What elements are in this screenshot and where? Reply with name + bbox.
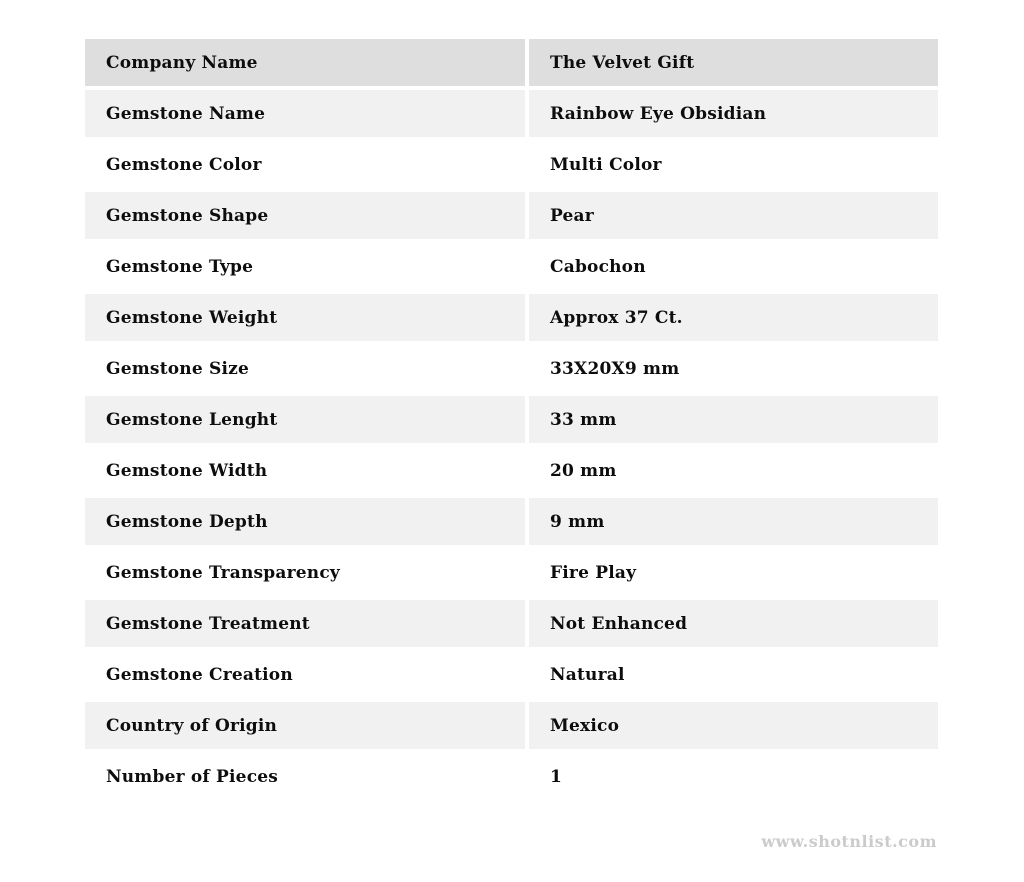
spec-row — [85, 549, 938, 596]
spec-label-cell: Gemstone Name — [85, 90, 525, 137]
spec-label-cell: Gemstone Treatment — [85, 600, 525, 647]
spec-label-cell: Gemstone Size — [85, 345, 525, 392]
spec-row — [85, 396, 938, 443]
spec-value-cell: Mexico — [529, 702, 938, 749]
spec-row — [85, 39, 938, 86]
spec-row — [85, 243, 938, 290]
spec-value-cell: Fire Play — [529, 549, 938, 596]
spec-value-cell: Not Enhanced — [529, 600, 938, 647]
spec-label-cell: Gemstone Width — [85, 447, 525, 494]
spec-label-cell: Gemstone Type — [85, 243, 525, 290]
spec-label-cell: Country of Origin — [85, 702, 525, 749]
spec-label-cell: Gemstone Lenght — [85, 396, 525, 443]
spec-row — [85, 753, 938, 800]
spec-row — [85, 294, 938, 341]
spec-row — [85, 345, 938, 392]
spec-label-cell: Company Name — [85, 39, 525, 86]
spec-value-cell: 33 mm — [529, 396, 938, 443]
spec-label-cell: Gemstone Depth — [85, 498, 525, 545]
spec-value-cell: Multi Color — [529, 141, 938, 188]
spec-row — [85, 141, 938, 188]
spec-label-cell: Number of Pieces — [85, 753, 525, 800]
gemstone-spec-table — [85, 39, 938, 800]
spec-row — [85, 651, 938, 698]
spec-value-cell: 1 — [529, 753, 938, 800]
spec-label-cell: Gemstone Creation — [85, 651, 525, 698]
spec-row — [85, 498, 938, 545]
spec-label-cell: Gemstone Weight — [85, 294, 525, 341]
spec-value-cell: Cabochon — [529, 243, 938, 290]
spec-value-cell: The Velvet Gift — [529, 39, 938, 86]
spec-value-cell: Approx 37 Ct. — [529, 294, 938, 341]
spec-row — [85, 702, 938, 749]
spec-label-cell: Gemstone Color — [85, 141, 525, 188]
spec-label-cell: Gemstone Shape — [85, 192, 525, 239]
spec-row — [85, 447, 938, 494]
spec-value-cell: Pear — [529, 192, 938, 239]
spec-value-cell: 20 mm — [529, 447, 938, 494]
spec-value-cell: 9 mm — [529, 498, 938, 545]
spec-value-cell: Rainbow Eye Obsidian — [529, 90, 938, 137]
watermark: www.shotnlist.com — [761, 832, 937, 851]
spec-value-cell: Natural — [529, 651, 938, 698]
spec-value-cell: 33X20X9 mm — [529, 345, 938, 392]
spec-row — [85, 90, 938, 137]
spec-row — [85, 192, 938, 239]
spec-label-cell: Gemstone Transparency — [85, 549, 525, 596]
spec-row — [85, 600, 938, 647]
